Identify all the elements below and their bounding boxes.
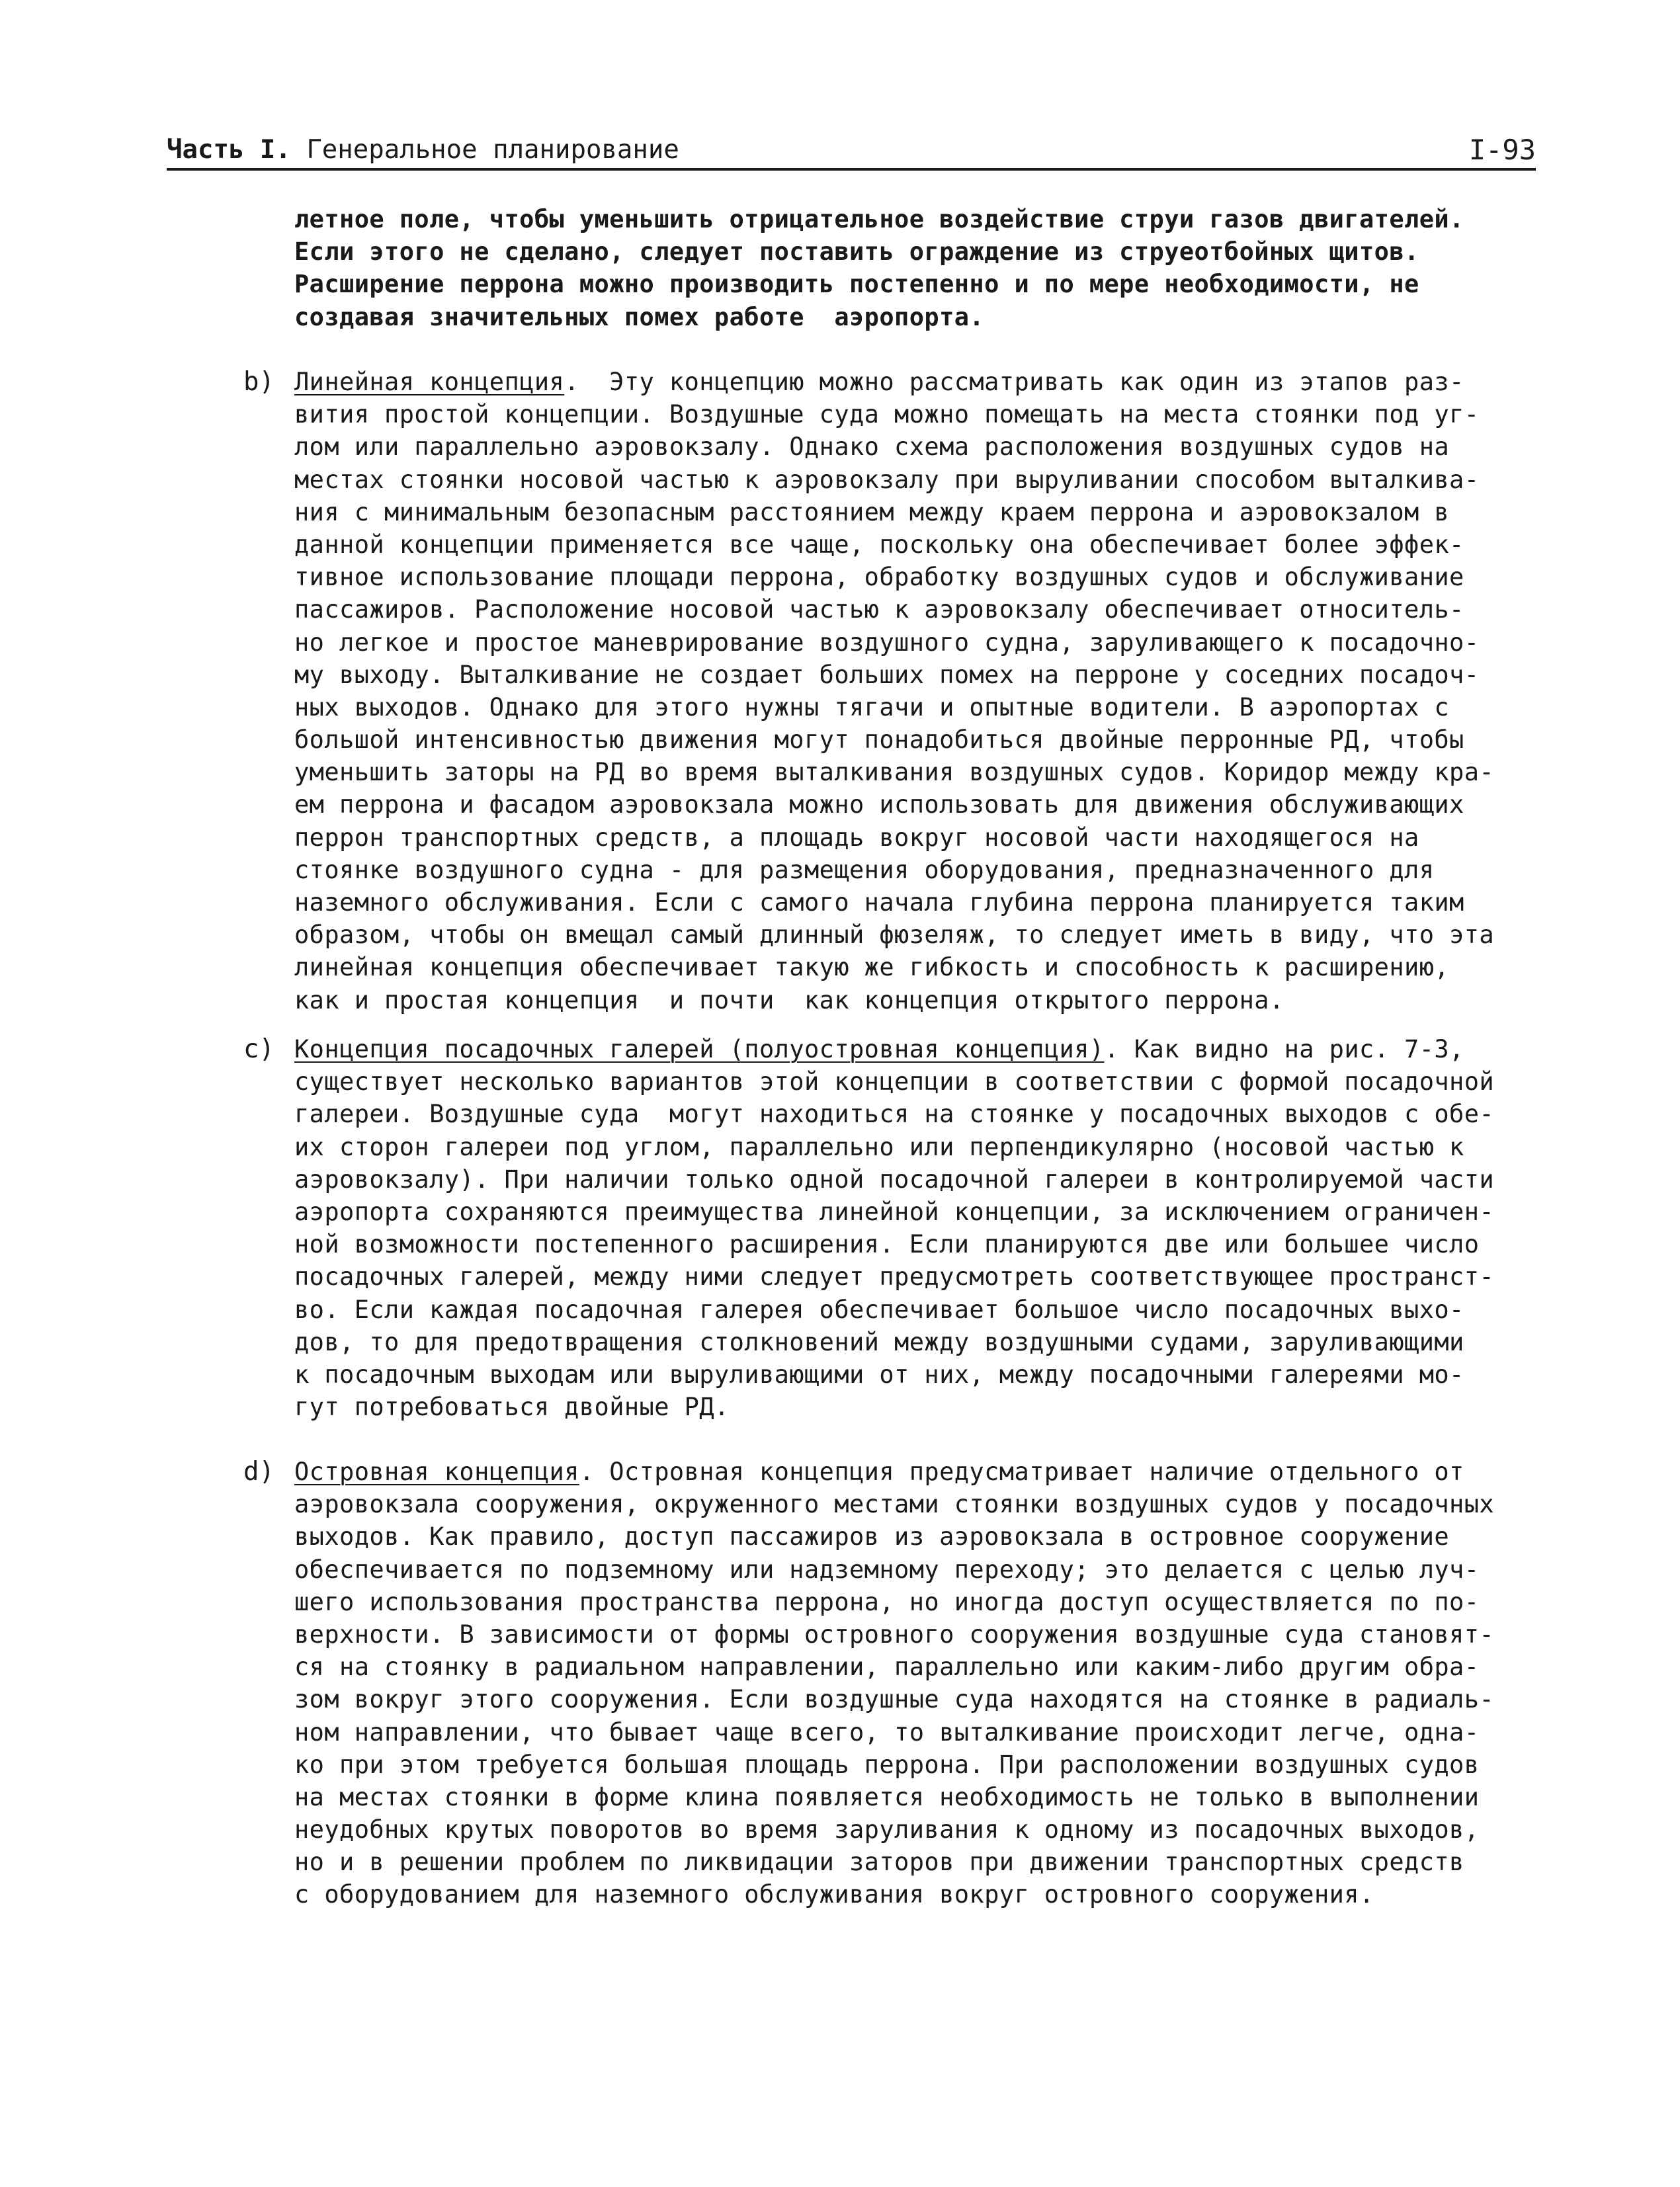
text-line: с оборудованием для наземного обслуживания вокруг островного сооружения.: [294, 1880, 1374, 1909]
page-header: [167, 134, 1536, 171]
text-line: гут потребоваться двойные РД.: [294, 1393, 730, 1422]
text-line: ной возможности постепенного расширения. Если планируются две или большее число: [294, 1230, 1480, 1259]
text-line: ся на стоянку в радиальном направлении, параллельно или каким-либо другим обра-: [294, 1653, 1480, 1682]
text-line: на местах стоянки в форме клина появляется необходимость не только в выполнении: [294, 1782, 1480, 1811]
text-line: Расширение перрона можно производить постепенно и по мере необходимости, не: [294, 270, 1419, 299]
text-line: к посадочным выходам или выруливающими от них, между посадочными галереями мо-: [294, 1360, 1464, 1389]
text-line: ном направлении, что бывает чаще всего, то выталкивание происходит легче, одна-: [294, 1717, 1480, 1747]
text-line: аэровокзалу). При наличии только одной посадочной галереи в контролируемой части: [294, 1165, 1495, 1194]
text-line: во. Если каждая посадочная галерея обеспечивает большое число посадочных выхо-: [294, 1295, 1464, 1324]
item-heading: Концепция посадочных галерей (полуостровная концепция): [294, 1035, 1105, 1063]
text-line: выходов. Как правило, доступ пассажиров из аэровокзала в островное сооружение: [294, 1522, 1450, 1551]
text-line: посадочных галерей, между ними следует предусмотреть соответствующее пространст-: [294, 1262, 1495, 1292]
item-body: [294, 1033, 1551, 1423]
text-line: данной концепции применяется все чаще, поскольку она обеспечивает более эффек-: [294, 530, 1464, 559]
text-line: наземного обслуживания. Если с самого начала глубина перрона планируется таким: [294, 888, 1464, 917]
text-line: стоянке воздушного судна - для размещения оборудования, предназначенного для: [294, 855, 1435, 884]
item-body: [294, 366, 1551, 1016]
text-line: зом вокруг этого сооружения. Если воздушные суда находятся на стоянке в радиаль-: [294, 1685, 1495, 1714]
running-head: [167, 135, 679, 165]
text-line: вития простой концепции. Воздушные суда можно помещать на места стоянки под уг-: [294, 400, 1480, 429]
text-line: но легкое и простое маневрирование воздушного судна, заруливающего к посадочно-: [294, 628, 1480, 657]
text-line: их сторон галереи под углом, параллельно или перпендикулярно (носовой частью к: [294, 1132, 1464, 1161]
text-line: ко при этом требуется большая площадь перрона. При расположении воздушных судов: [294, 1750, 1480, 1779]
part-label: Часть I.: [167, 135, 291, 165]
item-heading: Линейная концепция: [294, 368, 565, 396]
item-heading-line: [294, 1033, 1551, 1065]
page-number: I-93: [1468, 134, 1536, 166]
text-line: перрон транспортных средств, а площадь вокруг носовой части находящегося на: [294, 823, 1419, 852]
item-body: [294, 1456, 1551, 1911]
text-line: создавая значительных помех работе аэропорта.: [294, 302, 985, 331]
intro-paragraph: [294, 203, 1551, 333]
item-heading-rest: . Эту концепцию можно рассматривать как один из этапов раз-: [564, 368, 1464, 396]
text-line: верхности. В зависимости от формы островного сооружения воздушные суда становят-: [294, 1620, 1495, 1649]
text-line: дов, то для предотвращения столкновений между воздушными судами, заруливающими: [294, 1327, 1464, 1356]
text-line: летное поле, чтобы уменьшить отрицательное воздействие струи газов двигателей.: [294, 205, 1464, 233]
text-line: ния с минимальным безопасным расстоянием между краем перрона и аэровокзалом в: [294, 497, 1450, 526]
text-line: но и в решении проблем по ликвидации заторов при движении транспортных средств: [294, 1848, 1464, 1877]
item-heading: Островная концепция: [294, 1458, 579, 1486]
text-line: обеспечивается по подземному или надземному переходу; это делается с целью луч-: [294, 1555, 1480, 1584]
text-line: ем перрона и фасадом аэровокзала можно использовать для движения обслуживающих: [294, 790, 1464, 819]
text-line: образом, чтобы он вмещал самый длинный фюзеляж, то следует иметь в виду, что эта: [294, 921, 1495, 950]
item-marker: b): [243, 367, 274, 397]
text-line: аэропорта сохраняются преимущества линейной концепции, за исключением ограничен-: [294, 1197, 1495, 1226]
item-heading-rest: . Как видно на рис. 7-3,: [1104, 1035, 1464, 1063]
text-line: местах стоянки носовой частью к аэровокзалу при выруливании способом выталкива-: [294, 465, 1480, 494]
text-line: уменьшить заторы на РД во время выталкивания воздушных судов. Коридор между кра-: [294, 758, 1495, 787]
text-line: аэровокзала сооружения, окруженного местами стоянки воздушных судов у посадочных: [294, 1490, 1495, 1519]
text-line: существует несколько вариантов этой концепции в соответствии с формой посадочной: [294, 1067, 1495, 1096]
item-heading-line: [294, 366, 1551, 398]
item-heading-line: [294, 1456, 1551, 1488]
item-marker: c): [243, 1034, 274, 1064]
text-line: как и простая концепция и почти как концепция открытого перрона.: [294, 985, 1284, 1014]
text-line: тивное использование площади перрона, обработку воздушных судов и обслуживание: [294, 563, 1464, 592]
text-line: лом или параллельно аэровокзалу. Однако схема расположения воздушных судов на: [294, 433, 1450, 462]
item-marker: d): [243, 1457, 274, 1487]
text-line: му выходу. Выталкивание не создает больших помех на перроне у соседних посадоч-: [294, 660, 1480, 689]
text-line: пассажиров. Расположение носовой частью к аэровокзалу обеспечивает относитель-: [294, 595, 1464, 624]
text-line: Если этого не сделано, следует поставить ограждение из струеотбойных щитов.: [294, 237, 1419, 267]
section-title: Генеральное планирование: [306, 135, 679, 165]
text-line: большой интенсивностью движения могут понадобиться двойные перронные РД, чтобы: [294, 725, 1464, 755]
item-heading-rest: . Островная концепция предусматривает наличие отдельного от: [579, 1458, 1464, 1486]
text-line: галереи. Воздушные суда могут находиться на стоянке у посадочных выходов с обе-: [294, 1100, 1495, 1129]
text-line: ных выходов. Однако для этого нужны тягачи и опытные водители. В аэропортах с: [294, 692, 1450, 722]
text-line: неудобных крутых поворотов во время заруливания к одному из посадочных выходов,: [294, 1815, 1480, 1844]
text-line: шего использования пространства перрона, но иногда доступ осуществляется по по-: [294, 1587, 1480, 1616]
text-line: линейная концепция обеспечивает такую же гибкость и способность к расширению,: [294, 953, 1450, 982]
